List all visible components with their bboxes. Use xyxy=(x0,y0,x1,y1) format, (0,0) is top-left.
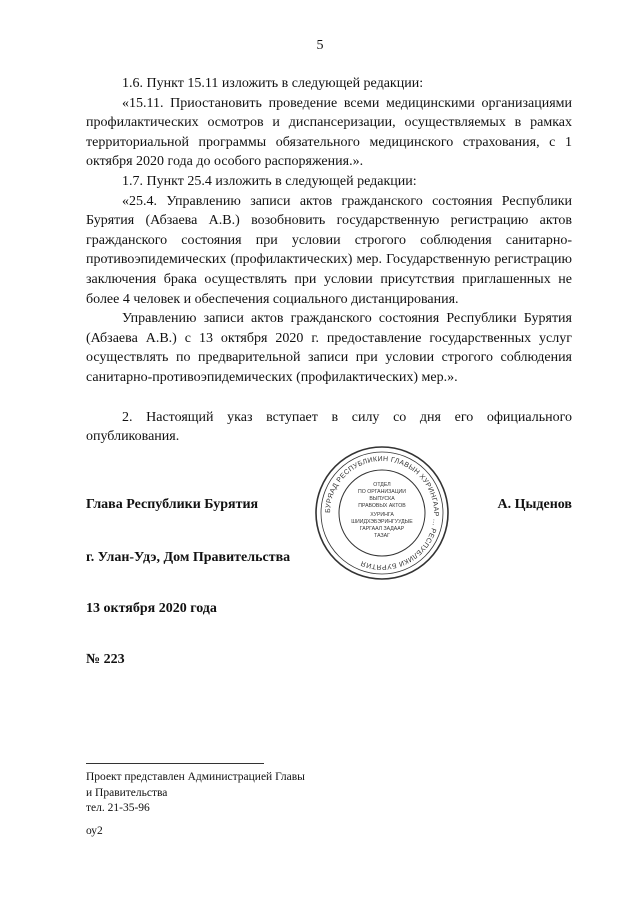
paragraph-25-4-continued: Управлению записи актов гражданского состояния Республики Бурятия (Абзаева А.В.) с 13 октября 2020 г. предоставление государственных услуг осуществлять по предварительной записи при условии строгого соблюдения санитарно-противоэпидемических (профилактических) мер.». xyxy=(86,311,572,385)
paragraph-1-7: 1.7. Пункт 25.4 изложить в следующей редакции: xyxy=(122,173,417,189)
paragraph-25-4: «25.4. Управлению записи актов гражданского состояния Республики Бурятия (Абзаева А.В.) возобновить государственную регистрацию актов гражданского состояния при условии строгого соблюдения санитарно-противоэпидемических (профилактических) мер. Государственную регистрацию заключения брака осуществлять при условии присутствия приглашенных не более 4 человек и обеспечения социального дистанцирования. xyxy=(86,193,572,307)
footnote-line-2: и Правительства xyxy=(86,786,168,799)
paragraph-1-6: 1.6. Пункт 15.11 изложить в следующей редакции: xyxy=(122,76,424,91)
official-stamp xyxy=(313,444,451,582)
page-number: 5 xyxy=(316,38,324,53)
stamp-line-6: ШИИДХЭБЭРИНГУУДЫЕ xyxy=(351,519,413,525)
stamp-line-1: ОТДЕЛ xyxy=(373,482,391,488)
decree-number: № 223 xyxy=(86,652,125,667)
footnote xyxy=(86,770,305,817)
signatory-name: А. Цыденов xyxy=(497,497,572,512)
signatory-position: Глава Республики Бурятия xyxy=(86,497,259,512)
stamp-line-7: ГАРГААЛ ЗАДААР xyxy=(359,526,405,532)
footnote-line-1: Проект представлен Администрацией Главы xyxy=(86,771,305,783)
stamp-line-3: ВЫПУСКА xyxy=(369,496,395,502)
footnote-divider xyxy=(86,763,264,764)
paragraph-15-11: «15.11. Приостановить проведение всеми медицинскими организациями профилактических осмотров и диспансеризации, осуществляемых в рамках территориальной программы обязательного медицинского страхования, с 1 октября 2020 года до особого распоряжения.». xyxy=(86,95,572,170)
stamp-line-8: ТАЗАГ xyxy=(374,533,390,539)
document-code: оу2 xyxy=(86,825,103,837)
footnote-phone: тел. 21-35-96 xyxy=(86,802,150,814)
stamp-line-2: ПО ОРГАНИЗАЦИИ xyxy=(358,489,406,495)
stamp-outer-text: БУРЯАД РЕСПУБЛИКИН ГЛАВЫН ХУРИНГААР ... РЕСПУБЛИКИ БУРЯТИЯ xyxy=(324,455,440,571)
document-body xyxy=(86,74,572,447)
signing-place: г. Улан-Удэ, Дом Правительства xyxy=(86,550,291,565)
stamp-line-5: ХУРИНГА xyxy=(370,512,394,518)
signing-date: 13 октября 2020 года xyxy=(86,601,217,616)
stamp-line-4: ПРАВОВЫХ АКТОВ xyxy=(358,503,406,509)
paragraph-2: 2. Настоящий указ вступает в силу со дня его официального опубликования. xyxy=(86,409,572,445)
